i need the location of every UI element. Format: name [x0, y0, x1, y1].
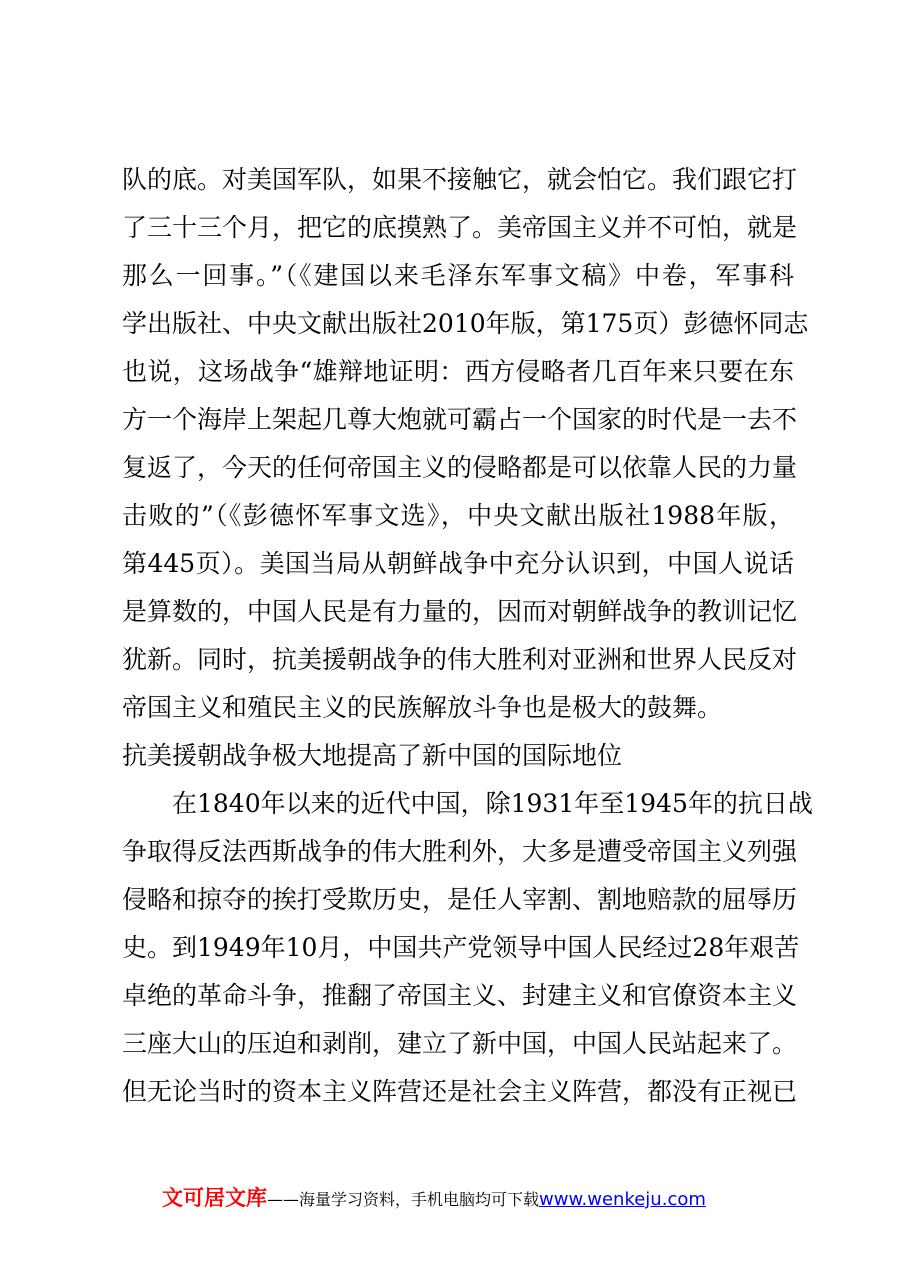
body-text-line: 争取得反法西斯战争的伟大胜利外，大多是遭受帝国主义列强 — [122, 837, 798, 866]
body-text-line: 犹新。同时，抗美援朝战争的伟大胜利对亚洲和世界人民反对 — [122, 645, 798, 674]
body-text-line: 侵略和掠夺的挨打受欺历史，是任人宰割、割地赔款的屈辱历 — [122, 885, 798, 914]
body-text-line: 第445页）。美国当局从朝鲜战争中充分认识到，中国人说话 — [122, 549, 794, 578]
footer-brand: 文可居文库 — [162, 1186, 267, 1210]
body-text-line: 了三十三个月，把它的底摸熟了。美帝国主义并不可怕，就是 — [122, 213, 798, 242]
body-text-line: 方一个海岸上架起几尊大炮就可霸占一个国家的时代是一去不 — [122, 405, 798, 434]
body-text-line: 史。到1949年10月，中国共产党领导中国人民经过28年艰苦 — [122, 933, 800, 962]
body-text-line: 也说，这场战争“雄辩地证明：西方侵略者几百年来只要在东 — [122, 357, 794, 386]
body-text-line: 学出版社、中央文献出版社2010年版，第175页）彭德怀同志 — [122, 309, 809, 338]
page-footer — [162, 1182, 706, 1214]
body-text-line: 帝国主义和殖民主义的民族解放斗争也是极大的鼓舞。 — [122, 693, 723, 722]
body-text-line: 击败的”（《彭德怀军事文选》，中央文献出版社1988年版， — [122, 501, 794, 530]
body-text-line: 是算数的，中国人民是有力量的，因而对朝鲜战争的教训记忆 — [122, 597, 798, 626]
body-text-line: 那么一回事。”（《建国以来毛泽东军事文稿》中卷，军事科 — [122, 261, 794, 290]
body-text-line: 卓绝的革命斗争，推翻了帝国主义、封建主义和官僚资本主义 — [122, 981, 798, 1010]
footer-slogan: ——海量学习资料，手机电脑均可下载 — [267, 1190, 540, 1209]
body-text-line: 复返了，今天的任何帝国主义的侵略都是可以依靠人民的力量 — [122, 453, 798, 482]
body-text-line: 但无论当时的资本主义阵营还是社会主义阵营，都没有正视已 — [122, 1077, 798, 1106]
body-text-line: 三座大山的压迫和剥削，建立了新中国，中国人民站起来了。 — [122, 1029, 798, 1058]
footer-website-link[interactable]: www.wenkeju.com — [539, 1189, 706, 1210]
body-text-line: 队的底。对美国军队，如果不接触它，就会怕它。我们跟它打 — [122, 165, 798, 194]
section-heading: 抗美援朝战争极大地提高了新中国的国际地位 — [122, 741, 623, 770]
body-text-line: 在1840年以来的近代中国，除1931年至1945年的抗日战 — [172, 789, 813, 818]
